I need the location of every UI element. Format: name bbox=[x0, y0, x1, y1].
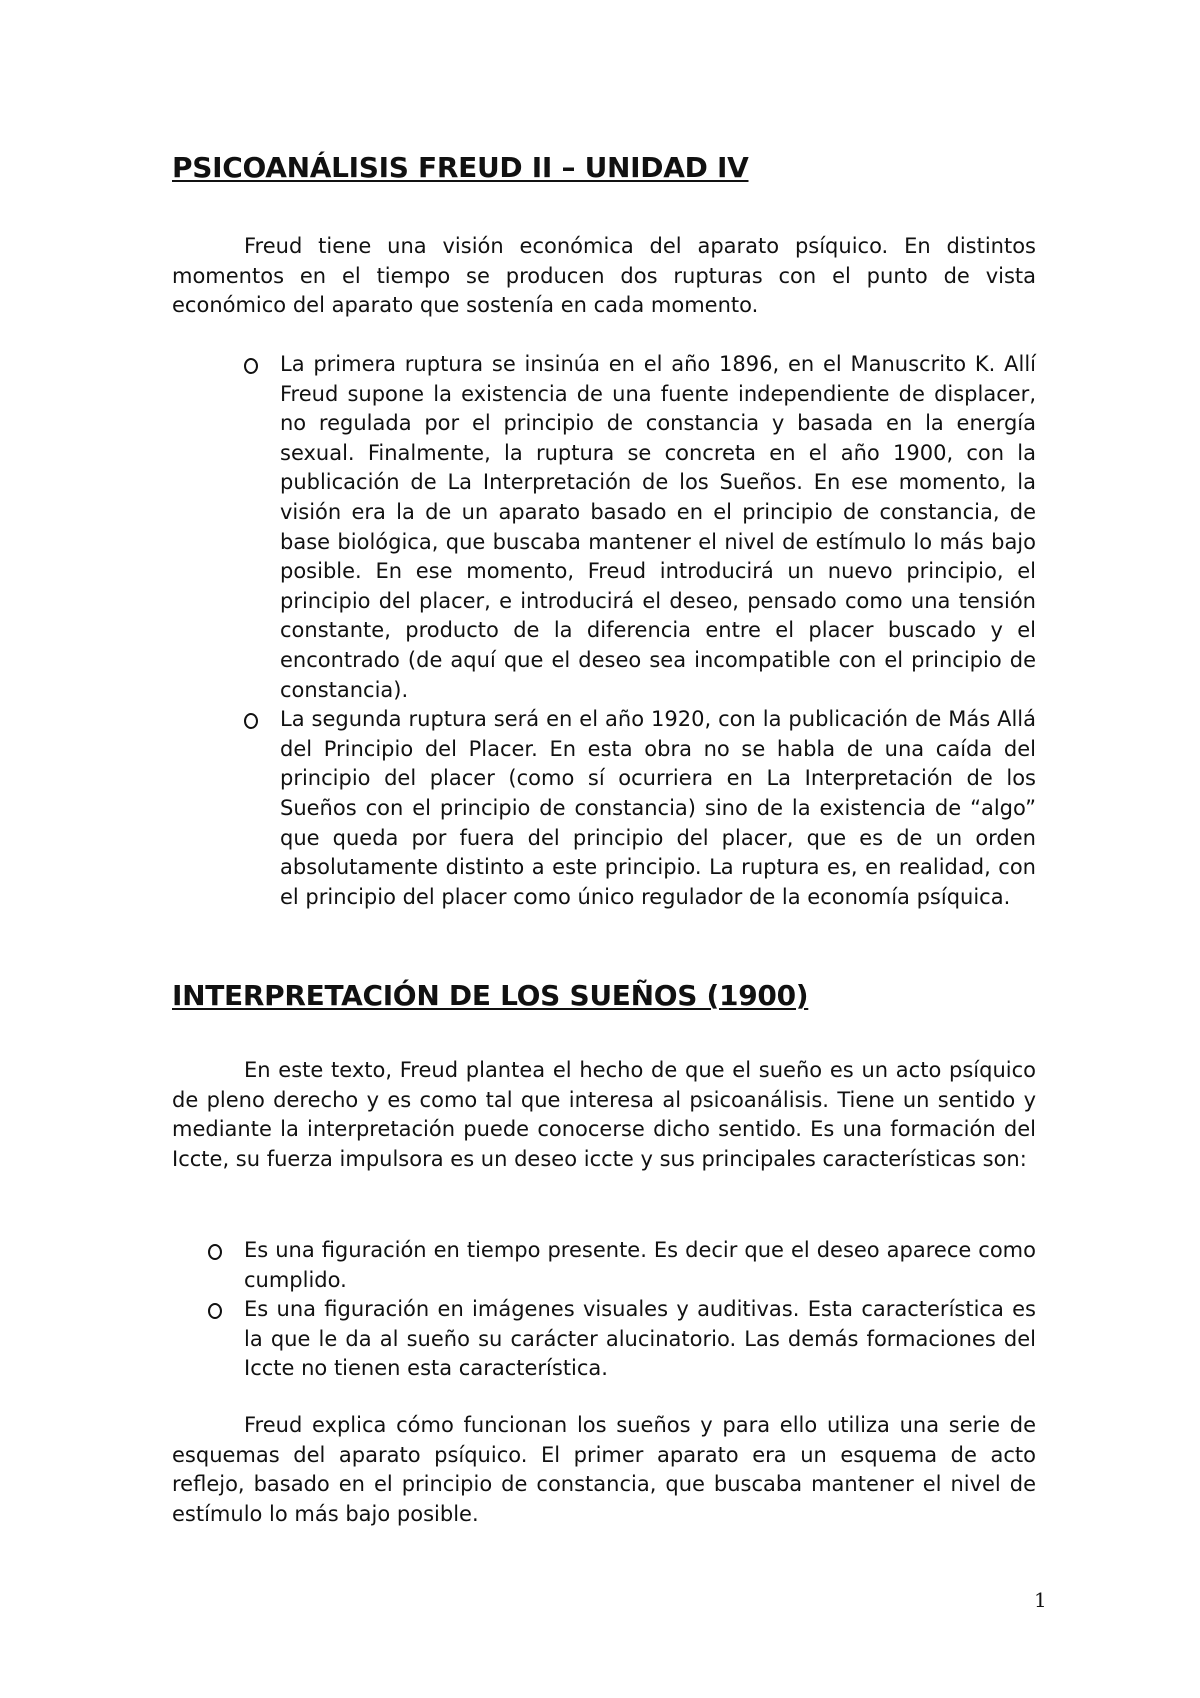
hollow-circle-bullet-icon bbox=[244, 358, 258, 374]
section-title: PSICOANÁLISIS FREUD II – UNIDAD IV bbox=[172, 151, 749, 184]
list-item-text: Es una figuración en imágenes visuales y auditivas. Esta característica es la que le da al sueño su carácter alucinatorio. Las demás formaciones del Iccte no tienen esta característica. bbox=[244, 1297, 1036, 1381]
section-title: INTERPRETACIÓN DE LOS SUEÑOS (1900) bbox=[172, 979, 809, 1012]
hollow-circle-bullet-icon bbox=[208, 1244, 222, 1260]
characteristics-list bbox=[208, 1236, 1036, 1384]
closing-paragraph: Freud explica cómo funcionan los sueños y para ello utiliza una serie de esquemas del aparato psíquico. El primer aparato era un esquema de acto reflejo, basado en el principio de constancia, que buscaba mantener el nivel de estímulo lo más bajo posible. bbox=[172, 1413, 1036, 1526]
list-item bbox=[244, 350, 1036, 705]
hollow-circle-bullet-icon bbox=[244, 713, 258, 729]
intro-paragraph: Freud tiene una visión económica del aparato psíquico. En distintos momentos en el tiempo se producen dos rupturas con el punto de vista económico del aparato que sostenía en cada momento. bbox=[172, 234, 1036, 318]
document-page: PSICOANÁLISIS FREUD II – UNIDAD IV Freud tiene una visión económica del aparato psíquico. En distintos momentos en el tiempo se producen dos rupturas con el punto de vista económico del aparato que sostenía en cada momento. La primera ruptura se insinúa en el año 1896, en el Manuscrito K. Allí Freud supone la existencia de una fuente independiente de displacer, no regulada por el principio de constancia y basada en la energía sexual. Finalmente, la ruptura se concreta en el año 1900, con la publicación de La Interpretación de los Sueños. En ese momento, la visión era la de un aparato basado en el principio de constancia, de base biológica, que buscaba mantener el nivel de estímulo lo más bajo posible. En ese momento, Freud introducirá un nuevo principio, el principio del placer, e introducirá el deseo, pensado como una tensión constante, producto de la diferencia entre el placer buscado y el encontrado (de aquí que el deseo sea incompatible con el principio de constancia). La segunda ruptura será en el año 1920, con la publicación de Más Allá del Principio del Placer. En esta obra no se habla de una caída del principio del placer (como sí ocurriera en La Interpretación de los Sueños con el principio de constancia) sino de la existencia de “algo” que queda por fuera del principio del placer, que es de un orden absolutamente distinto a este principio. La ruptura es, en realidad, con el principio del placer como único regulador de la economía psíquica. INTERPRETACIÓN DE LOS SUEÑOS (1900) En este texto, Freud plantea el hecho de que el sueño es un acto psíquico de pleno derecho y es como tal que interesa al psicoanálisis. Tiene un sentido y mediante la interpretación puede conocerse dicho sentido. Es una formación del Iccte, su fuerza impulsora es un deseo iccte y sus principales características son: Es una figuración en tiempo presente. Es decir que el deseo aparece como cumplido. Es una figuración en imágenes visuales y auditivas. Esta característica es la que le da al sueño su carácter alucinatorio. Las demás formaciones del Iccte no tienen esta característica. Freud explica cómo funcionan los sueños y para ello utiliza una serie de esquemas del aparato psíquico. El primer aparato era un esquema de acto reflejo, basado en el principio de constancia, que buscaba mantener el nivel de estímulo lo más bajo posible. 1 bbox=[172, 151, 1047, 1612]
list-item-text: Es una figuración en tiempo presente. Es decir que el deseo aparece como cumplido. bbox=[244, 1238, 1036, 1292]
list-item-text: La primera ruptura se insinúa en el año 1896, en el Manuscrito K. Allí Freud supone la existencia de una fuente independiente de displacer, no regulada por el principio de constancia y basada en la energía sexual. Finalmente, la ruptura se concreta en el año 1900, con la publicación de La Interpretación de los Sueños. En ese momento, la visión era la de un aparato basado en el principio de constancia, de base biológica, que buscaba mantener el nivel de estímulo lo más bajo posible. En ese momento, Freud introducirá un nuevo principio, el principio del placer, e introducirá el deseo, pensado como una tensión constante, producto de la diferencia entre el placer buscado y el encontrado (de aquí que el deseo sea incompatible con el principio de constancia). bbox=[280, 352, 1036, 702]
rupture-list bbox=[244, 350, 1036, 912]
list-item bbox=[208, 1295, 1036, 1384]
intro-paragraph: En este texto, Freud plantea el hecho de que el sueño es un acto psíquico de pleno derecho y es como tal que interesa al psicoanálisis. Tiene un sentido y mediante la interpretación puede conocerse dicho sentido. Es una formación del Iccte, su fuerza impulsora es un deseo iccte y sus principales características son: bbox=[172, 1058, 1036, 1171]
list-item bbox=[244, 705, 1036, 912]
list-item bbox=[208, 1236, 1036, 1295]
hollow-circle-bullet-icon bbox=[208, 1303, 222, 1319]
list-item-text: La segunda ruptura será en el año 1920, con la publicación de Más Allá del Principio del Placer. En esta obra no se habla de una caída del principio del placer (como sí ocurriera en La Interpretación de los Sueños con el principio de constancia) sino de la existencia de “algo” que queda por fuera del principio del placer, que es de un orden absolutamente distinto a este principio. La ruptura es, en realidad, con el principio del placer como único regulador de la economía psíquica. bbox=[280, 707, 1036, 909]
